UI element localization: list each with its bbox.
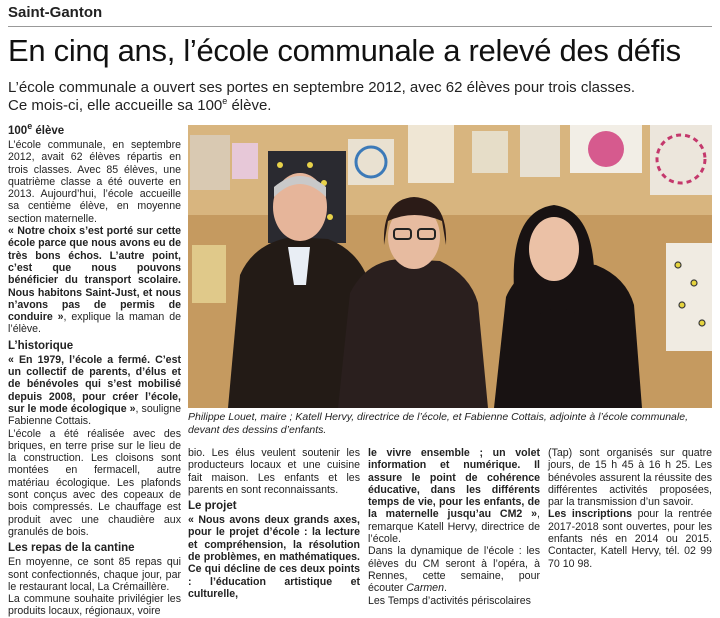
subhead-history: L’historique bbox=[8, 339, 74, 352]
subhead-100th-pupil: 100e élève bbox=[8, 121, 65, 137]
paragraph: bio. Les élus veulent soutenir les producteurs locaux et une cuisine fait maison. Les enfants et les parents en sont reconnaissants. bbox=[188, 447, 360, 496]
headline: En cinq ans, l’école communale a relevé des défis bbox=[8, 33, 681, 68]
subhead-canteen: Les repas de la cantine bbox=[8, 542, 135, 555]
paragraph: Dans la dynamique de l’école : les élèves du CM seront à l’opéra, à Rennes, cette semaine, pour écouter Carmen. bbox=[368, 545, 540, 595]
article-column-4 bbox=[548, 447, 712, 570]
paragraph: Les inscriptions pour la rentrée 2017-2018 sont ouvertes, pour les enfants nés en 2014 ou 2015. Contacter, Katell Hervy, tél. 02 99 70 10 98. bbox=[548, 508, 712, 570]
subhead-project: Le projet bbox=[188, 500, 237, 513]
paragraph: L’école communale, en septembre 2012, avait 62 élèves répartis en trois classes. Avec 85 élèves, une quatrième classe a été ouverte en 2013. Aujourd’hui, l’école accueille sa centième élève, en moyenne section maternelle. bbox=[8, 139, 181, 225]
paragraph: Les Temps d’activités périscolaires bbox=[368, 594, 531, 607]
paragraph: En moyenne, ce sont 85 repas qui sont confectionnés, chaque jour, par le restaurant local, La Crémaillère. bbox=[8, 556, 181, 593]
quote-paragraph: « En 1979, l’école a fermé. C’est un collectif de parents, d’élus et de bénévoles qui s’est mobilisé depuis 2008, pour créer l’école, sur le mode écologique », souligne Fabienne Cottais. bbox=[8, 353, 181, 428]
photo-caption: Philippe Louet, maire ; Katell Hervy, directrice de l’école, et Fabienne Cottais, adjointe à l’école communale, devant des dessins d’enfants. bbox=[188, 411, 688, 436]
standfirst bbox=[8, 79, 712, 115]
article-column-2 bbox=[188, 447, 360, 600]
section-rule bbox=[8, 26, 712, 27]
article-column-1 bbox=[8, 121, 181, 618]
quote-paragraph: « Notre choix s’est porté sur cette école parce que nous avons eu de très bons échos. L’autre point, c’est que nous pouvons bénéficier du transport scolaire. Nous habitons Saint-Just, et nous n’avons pas de permis de conduire », explique la maman de l’élève. bbox=[8, 225, 181, 336]
article-photo bbox=[188, 125, 712, 408]
article-column-3 bbox=[368, 447, 540, 607]
standfirst-line-2: Ce mois-ci, elle accueille sa 100e élève. bbox=[8, 96, 272, 114]
paragraph: L’école a été réalisée avec des briques, en terre prise sur le lieu de la construction. Les cloisons sont montées en fermacell, autre matériau écologique. Les plafonds sont conçus avec des copeaux de bois compressés. Le chauffage est produit avec une chaudière aux granulés de bois. bbox=[8, 427, 181, 538]
section-kicker: Saint-Ganton bbox=[8, 4, 103, 21]
quote-paragraph: le vivre ensemble ; un volet information et numérique. Il assure le point de cohérence éducative, dans les différents temps de vie, pour les enfants, de la maternelle jusqu’au CM2 », remarque Katell Hervy, directrice de l’école. bbox=[368, 447, 540, 546]
paragraph: La commune souhaite privilégier les produits locaux, régionaux, voire bbox=[8, 593, 181, 618]
standfirst-line-1: L’école communale a ouvert ses portes en septembre 2012, avec 62 élèves pour trois classes. bbox=[8, 79, 636, 96]
paragraph: (Tap) sont organisés sur quatre jours, de 15 h 45 à 16 h 25. Les bénévoles assurent la réussite des différentes activités proposées, par la transmission d’un savoir. bbox=[548, 447, 712, 509]
quote-paragraph: « Nous avons deux grands axes, pour le projet d’école : la lecture et compréhension, la résolution de problèmes, en mathématiques. Ce qui décline de ces deux points : l’éducation artistique et culturelle, bbox=[188, 514, 360, 600]
